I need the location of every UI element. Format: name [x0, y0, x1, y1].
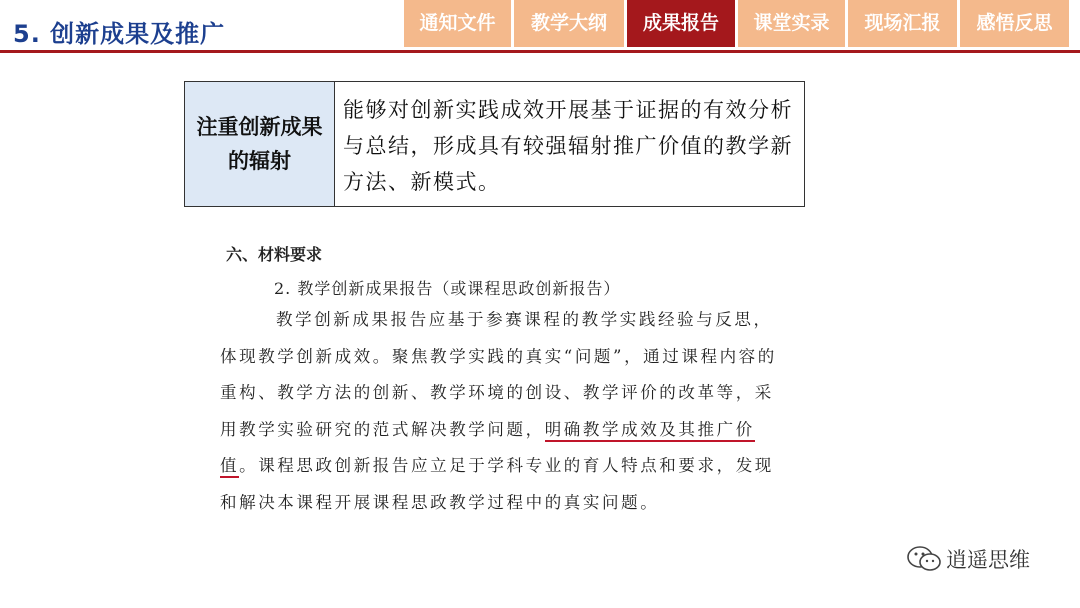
- document-body: [220, 302, 780, 521]
- tab-achievement-report[interactable]: 成果报告: [627, 0, 735, 47]
- watermark-text: 逍遥思维: [946, 548, 1030, 572]
- page-title: 5. 创新成果及推广: [13, 20, 226, 48]
- header-divider: [0, 50, 1080, 53]
- body-text-2: 。课程思政创新报告应立足于学科专业的育人特点和要求，发现和解决本课程开展课程思政教学过程中的真实问题。: [220, 456, 774, 512]
- criteria-table: [184, 81, 805, 207]
- nav-tabs: [404, 0, 1069, 47]
- document-heading: 六、材料要求: [226, 245, 323, 264]
- criteria-label: 注重创新成果的辐射: [185, 82, 335, 206]
- criteria-description: 能够对创新实践成效开展基于证据的有效分析与总结，形成具有较强辐射推广价值的教学新方法、新模式。: [343, 98, 793, 194]
- highlighted-text: 明确教学成效及其推广价值: [220, 420, 755, 479]
- header-bar: [0, 0, 1080, 52]
- tab-reflection[interactable]: 感悟反思: [960, 0, 1069, 47]
- tab-onsite-presentation[interactable]: 现场汇报: [848, 0, 957, 47]
- tab-classroom-record[interactable]: 课堂实录: [738, 0, 845, 47]
- tab-syllabus[interactable]: 教学大纲: [514, 0, 624, 47]
- document-subheading: 2. 教学创新成果报告（或课程思政创新报告）: [274, 279, 621, 298]
- body-text-1: 教学创新成果报告应基于参赛课程的教学实践经验与反思，体现教学创新成效。聚焦教学实践的真实“问题”，通过课程内容的重构、教学方法的创新、教学环境的创设、教学评价的改革等，采用教学实验研究的范式解决教学问题，: [220, 310, 777, 439]
- tab-notice-files[interactable]: 通知文件: [404, 0, 511, 47]
- watermark: [906, 544, 1030, 574]
- wechat-icon: [906, 545, 942, 573]
